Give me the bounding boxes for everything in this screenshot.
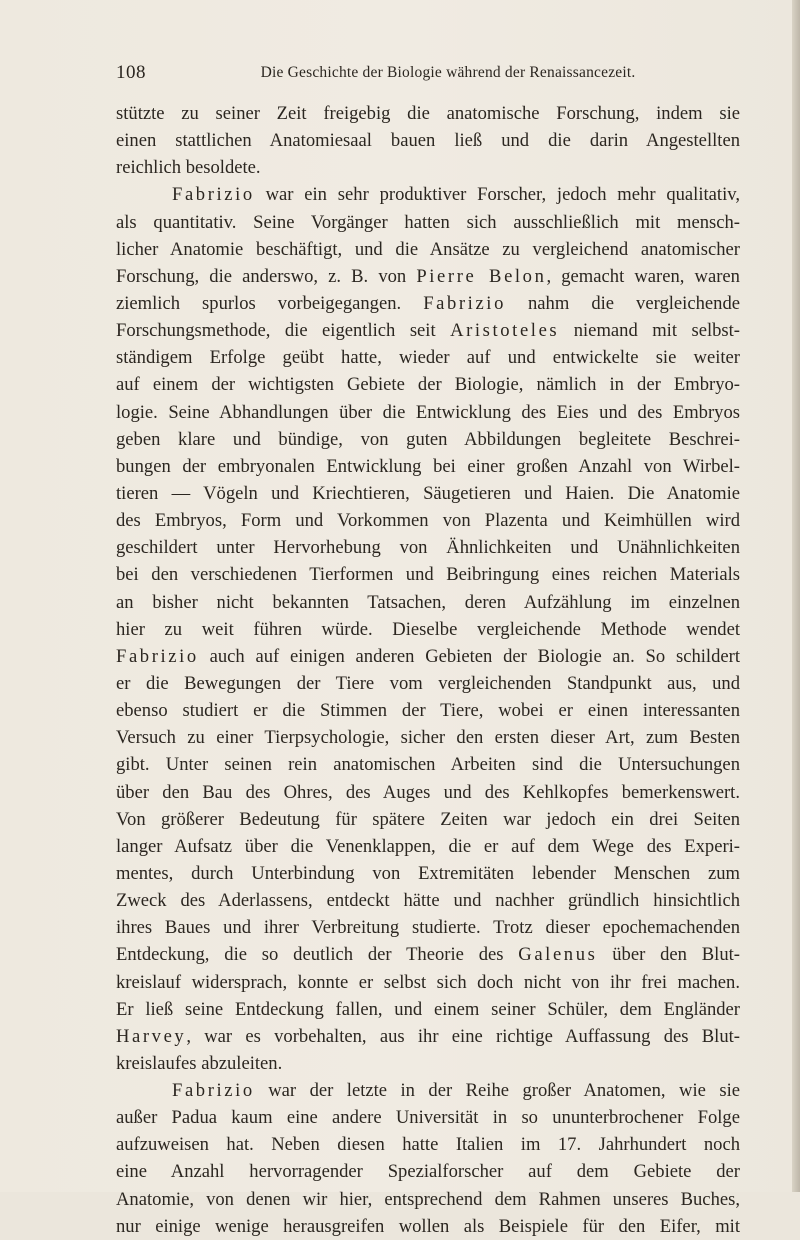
running-head: Die Geschichte der Biologie während der Renaissancezeit. bbox=[260, 64, 636, 81]
text-segment: ziemlich spurlos vorbeigegangen. bbox=[116, 292, 424, 314]
text-line bbox=[116, 589, 740, 616]
text-line bbox=[116, 426, 740, 453]
text-segment: kreislaufes abzuleiten. bbox=[116, 1052, 283, 1074]
text-line bbox=[116, 724, 740, 751]
text-segment: logie. Seine Abhandlungen über die Entwicklung des Eies und des Embryos bbox=[116, 401, 740, 423]
text-segment: hier zu weit führen würde. Dieselbe vergleichende Methode wendet bbox=[116, 618, 740, 640]
text-line bbox=[116, 344, 740, 371]
text-segment: er die Bewegungen der Tiere vom vergleichenden Standpunkt aus, und bbox=[116, 672, 740, 694]
text-segment: auch auf einigen anderen Gebieten der Biologie an. So schildert bbox=[198, 645, 740, 667]
text-line bbox=[116, 941, 740, 968]
page-number: 108 bbox=[116, 62, 146, 83]
text-line bbox=[116, 1104, 740, 1131]
text-line bbox=[116, 181, 740, 208]
spaced-name: Aristoteles bbox=[450, 320, 560, 342]
text-line bbox=[116, 1131, 740, 1158]
page-edge-shadow bbox=[792, 0, 800, 1192]
text-line bbox=[116, 371, 740, 398]
text-segment: eine Anzahl hervorragender Spezialforscher auf dem Gebiete der bbox=[116, 1161, 740, 1183]
text-segment: war ein sehr produktiver Forscher, jedoch mehr qualitativ, bbox=[254, 184, 740, 206]
text-segment: gibt. Unter seinen rein anatomischen Arbeiten sind die Untersuchungen bbox=[116, 754, 740, 776]
text-segment: des Embryos, Form und Vorkommen von Plazenta und Keimhüllen wird bbox=[116, 510, 740, 532]
text-segment: nur einige wenige herausgreifen wollen als Beispiele für den Eifer, mit bbox=[116, 1215, 740, 1237]
text-line bbox=[116, 616, 740, 643]
text-line bbox=[116, 779, 740, 806]
text-segment: mentes, durch Unterbindung von Extremitäten lebender Menschen zum bbox=[116, 862, 740, 884]
text-line bbox=[116, 480, 740, 507]
text-line bbox=[116, 100, 740, 127]
text-line bbox=[116, 670, 740, 697]
text-line bbox=[116, 534, 740, 561]
text-segment: kreislauf widersprach, konnte er selbst sich doch nicht von ihr frei machen. bbox=[116, 971, 740, 993]
spaced-name: Fabrizio bbox=[172, 1080, 255, 1102]
text-segment: Von größerer Bedeutung für spätere Zeiten war jedoch ein drei Seiten bbox=[116, 808, 740, 830]
text-segment: außer Padua kaum eine andere Universität in so ununterbrochener Folge bbox=[116, 1107, 740, 1129]
text-segment: bungen der embryonalen Entwicklung bei einer großen Anzahl von Wirbel- bbox=[116, 455, 740, 477]
text-line bbox=[116, 914, 740, 941]
text-line bbox=[116, 1050, 740, 1077]
text-segment: ebenso studiert er die Stimmen der Tiere, wobei er einen interessanten bbox=[116, 700, 740, 722]
text-line bbox=[116, 154, 740, 181]
text-line bbox=[116, 697, 740, 724]
text-segment: einen stattlichen Anatomiesaal bauen ließ und die darin Angestellten bbox=[116, 130, 740, 152]
text-line bbox=[116, 860, 740, 887]
text-line bbox=[116, 453, 740, 480]
text-line bbox=[116, 507, 740, 534]
text-segment: licher Anatomie beschäftigt, und die Ansätze zu vergleichend anatomischer bbox=[116, 238, 740, 260]
text-segment: war der letzte in der Reihe großer Anatomen, wie sie bbox=[254, 1080, 740, 1102]
text-segment: ihres Baues und ihrer Verbreitung studierte. Trotz dieser epochemachenden bbox=[116, 917, 740, 939]
text-line bbox=[116, 1077, 740, 1104]
text-segment: über den Bau des Ohres, des Auges und des Kehlkopfes bemerkenswert. bbox=[116, 781, 740, 803]
text-line bbox=[116, 209, 740, 236]
text-segment: über den Blut- bbox=[597, 944, 740, 966]
text-segment: ständigem Erfolge geübt hatte, wieder auf und entwickelte sie weiter bbox=[116, 347, 740, 369]
text-line bbox=[116, 806, 740, 833]
text-segment: langer Aufsatz über die Venenklappen, die er auf dem Wege des Experi- bbox=[116, 835, 740, 857]
page-header bbox=[116, 62, 740, 88]
spaced-name: Harvey bbox=[116, 1025, 187, 1047]
text-segment: niemand mit selbst- bbox=[559, 320, 741, 342]
text-line bbox=[116, 127, 740, 154]
text-line bbox=[116, 263, 740, 290]
text-segment: als quantitativ. Seine Vorgänger hatten sich ausschließlich mit mensch- bbox=[116, 211, 740, 233]
text-segment: Anatomie, von denen wir hier, entsprechend dem Rahmen unseres Buches, bbox=[116, 1188, 740, 1210]
spaced-name: Pierre Belon bbox=[416, 265, 547, 287]
text-line bbox=[116, 1186, 740, 1213]
text-segment: Entdeckung, die so deutlich der Theorie des bbox=[116, 944, 519, 966]
text-line bbox=[116, 236, 740, 263]
text-line bbox=[116, 833, 740, 860]
text-line bbox=[116, 643, 740, 670]
text-line bbox=[116, 1213, 740, 1240]
text-line bbox=[116, 317, 740, 344]
text-segment: , gemacht waren, waren bbox=[546, 265, 740, 287]
text-segment: Forschungsmethode, die eigentlich seit bbox=[116, 320, 451, 342]
text-segment: nahm die vergleichende bbox=[505, 292, 740, 314]
text-segment: aufzuweisen hat. Neben diesen hatte Italien im 17. Jahrhundert noch bbox=[116, 1134, 740, 1156]
text-line bbox=[116, 1158, 740, 1185]
text-segment: tieren — Vögeln und Kriechtieren, Säugetieren und Haien. Die Anatomie bbox=[116, 482, 740, 504]
text-segment: an bisher nicht bekannten Tatsachen, deren Aufzählung im einzelnen bbox=[116, 591, 740, 613]
spaced-name: Galenus bbox=[518, 944, 598, 966]
text-line bbox=[116, 399, 740, 426]
text-line bbox=[116, 561, 740, 588]
text-segment: stützte zu seiner Zeit freigebig die anatomische Forschung, indem sie bbox=[116, 103, 740, 124]
text-segment: Zweck des Aderlassens, entdeckt hätte und nachher gründlich hinsichtlich bbox=[116, 890, 740, 912]
body-text bbox=[116, 100, 740, 1240]
text-line bbox=[116, 887, 740, 914]
text-segment: reichlich besoldete. bbox=[116, 157, 261, 179]
text-segment: Er ließ seine Entdeckung fallen, und einem seiner Schüler, dem Engländer bbox=[116, 998, 740, 1020]
text-segment: Versuch zu einer Tierpsychologie, sicher den ersten dieser Art, zum Besten bbox=[116, 727, 740, 749]
spaced-name: Fabrizio bbox=[116, 645, 199, 667]
text-line bbox=[116, 290, 740, 317]
text-segment: geschildert unter Hervorhebung von Ähnlichkeiten und Unähnlichkeiten bbox=[116, 537, 740, 559]
text-line bbox=[116, 969, 740, 996]
spaced-name: Fabrizio bbox=[423, 292, 506, 314]
text-line bbox=[116, 1023, 740, 1050]
text-segment: geben klare und bündige, von guten Abbildungen begleitete Beschrei- bbox=[116, 428, 740, 450]
spaced-name: Fabrizio bbox=[172, 184, 255, 206]
text-segment: , war es vorbehalten, aus ihr eine richtige Auffassung des Blut- bbox=[186, 1025, 740, 1047]
text-line bbox=[116, 996, 740, 1023]
text-segment: Forschung, die anderswo, z. B. von bbox=[116, 265, 417, 287]
text-segment: auf einem der wichtigsten Gebiete der Biologie, nämlich in der Embryo- bbox=[116, 374, 740, 396]
text-segment: bei den verschiedenen Tierformen und Beibringung eines reichen Materials bbox=[116, 564, 740, 586]
text-line bbox=[116, 751, 740, 778]
